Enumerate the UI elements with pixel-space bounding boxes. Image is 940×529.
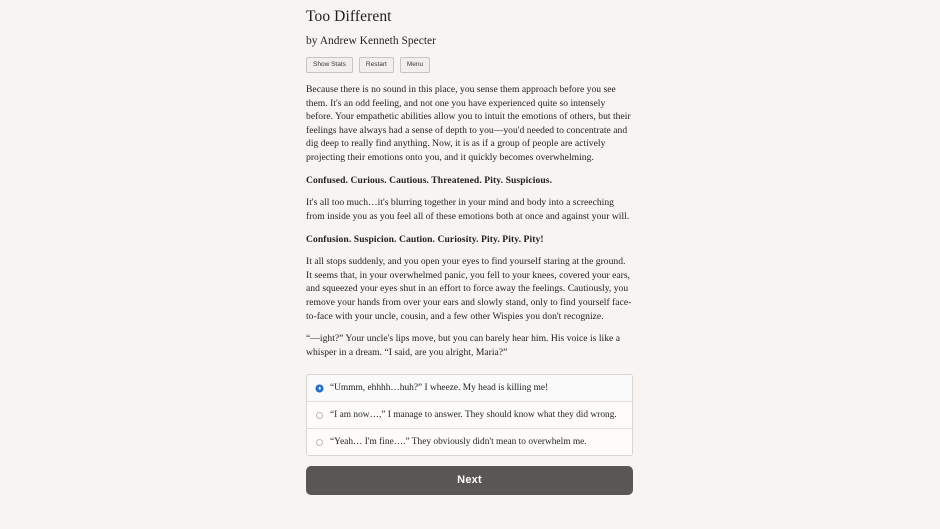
show-stats-button[interactable]: Show Stats bbox=[306, 57, 353, 73]
radio-icon[interactable] bbox=[316, 412, 323, 419]
story-paragraph: It's all too much…it's blurring together in your mind and body into a screeching from inside you as you feel all of these emotions both at once and against your will. bbox=[306, 197, 630, 222]
restart-button[interactable]: Restart bbox=[359, 57, 394, 73]
story-paragraph: It all stops suddenly, and you open your eyes to find yourself staring at the ground. It seems that, in your overwhelmed panic, you fell to your knees, covered your ears, and squeezed your eyes shut in an effort to force away the feelings. Cautiously, you remove your hands from over your ears and slowly stand, only to find yourself face-to-face with your uncle, cousin, and a few other Wispies you don't recognize. bbox=[306, 256, 632, 322]
choice-option-3[interactable] bbox=[307, 429, 632, 455]
radio-icon[interactable] bbox=[316, 439, 323, 446]
story-text bbox=[306, 83, 633, 359]
story-toolbar bbox=[306, 57, 633, 73]
radio-icon[interactable] bbox=[316, 385, 323, 392]
story-paragraph-emphatic: Confused. Curious. Cautious. Threatened. Pity. Suspicious. bbox=[306, 174, 553, 186]
story-paragraph: “—ight?” Your uncle's lips move, but you can barely hear him. His voice is like a whisper in a dream. “I said, are you alright, Maria?” bbox=[306, 333, 621, 358]
story-container bbox=[306, 8, 633, 495]
story-paragraph-emphatic: Confusion. Suspicion. Caution. Curiosity. Pity. Pity. Pity! bbox=[306, 233, 544, 245]
author-byline: by Andrew Kenneth Specter bbox=[306, 34, 436, 47]
story-paragraph: Because there is no sound in this place, you sense them approach before you see them. It's an odd feeling, and not one you have experienced quite so intensely before. Your empathetic abilities allow you to intuit the emotions of others, but their feelings have always had a sense of depth to you—you'd needed to concentrate and dig deep to really find anything. Now, it is as if a group of people are actively projecting their emotions onto you, and it quickly becomes overwhelming. bbox=[306, 84, 631, 164]
next-button[interactable]: Next bbox=[306, 466, 633, 495]
choice-group bbox=[306, 374, 633, 456]
choice-label: “Yeah… I'm fine….” They obviously didn't mean to overwhelm me. bbox=[330, 436, 587, 447]
choice-label: “Ummm, ehhhh…huh?” I wheeze. My head is killing me! bbox=[330, 382, 549, 393]
choice-option-1[interactable] bbox=[307, 375, 632, 402]
menu-button[interactable]: Menu bbox=[400, 57, 430, 73]
choice-option-2[interactable] bbox=[307, 402, 632, 429]
choice-label: “I am now…,” I manage to answer. They should know what they did wrong. bbox=[330, 409, 617, 420]
page-title: Too Different bbox=[306, 8, 392, 25]
